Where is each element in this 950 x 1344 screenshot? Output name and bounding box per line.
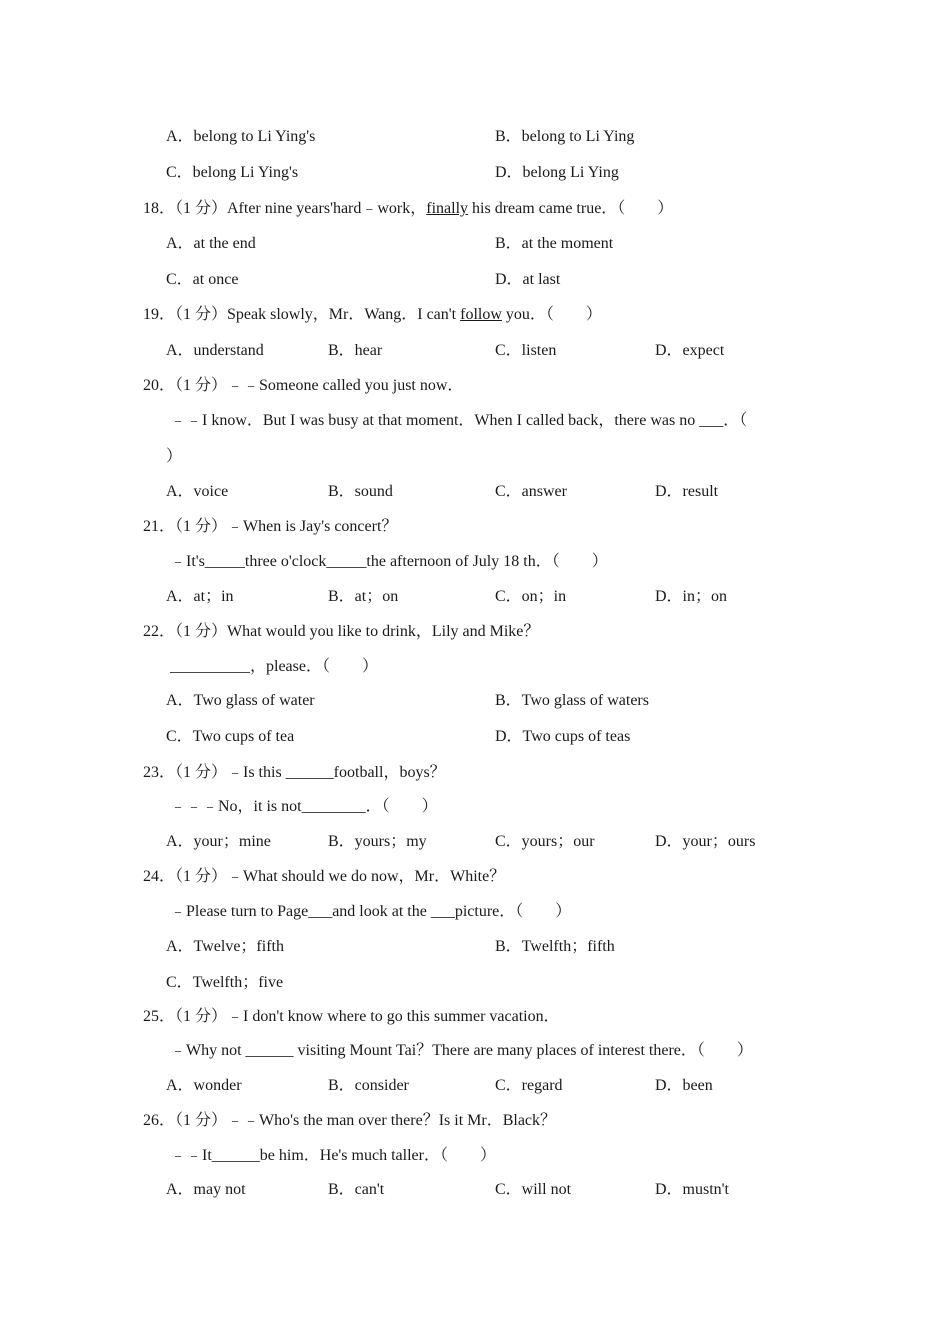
q21-option-b: B．at；on	[328, 588, 399, 605]
q26-option-c: C．will not	[495, 1181, 572, 1198]
q25-option-a: A．wonder	[166, 1077, 242, 1094]
q22-option-a: A．Two glass of water	[166, 692, 315, 709]
q26-option-d: D．mustn't	[655, 1181, 730, 1198]
q19-stem-suffix: you．（ ）	[501, 306, 602, 323]
q26-stem: 26．（1 分）﹣﹣Who's the man over there？Is it Mr．Black？	[143, 1112, 557, 1129]
q17-option-d: D．belong Li Ying	[495, 164, 619, 181]
q24-option-c: C．Twelfth；five	[166, 974, 284, 991]
q21-option-c: C．on；in	[495, 588, 567, 605]
q22-option-c: C．Two cups of tea	[166, 728, 295, 745]
q26-option-b: B．can't	[328, 1181, 385, 1198]
q24-option-a: A．Twelve；fifth	[166, 938, 284, 955]
q18-stem-suffix: his dream came true．（ ）	[468, 200, 674, 217]
q20-option-a: A．voice	[166, 483, 229, 500]
q18-stem-prefix: 18．（1 分）After nine years'hard﹣work，	[143, 200, 427, 217]
q26-dialogue-line: ﹣﹣It______be him．He's much taller．（ ）	[170, 1147, 496, 1164]
q20-option-c: C．answer	[495, 483, 567, 500]
q22-option-b: B．Two glass of waters	[495, 692, 649, 709]
q23-option-a: A．your；mine	[166, 833, 271, 850]
q19-option-a: A．understand	[166, 342, 264, 359]
q20-closing-bracket: ）	[166, 448, 183, 465]
q18-option-c: C．at once	[166, 271, 239, 288]
q24-option-b: B．Twelfth；fifth	[495, 938, 615, 955]
q17-option-a: A．belong to Li Ying's	[166, 128, 316, 145]
q21-dialogue-line: ﹣It's_____three o'clock_____the afternoon of July 18 th．（ ）	[170, 553, 608, 570]
q20-dialogue-line: ﹣﹣I know．But I was busy at that moment．When I called back，there was no ___．（	[170, 412, 748, 429]
q25-dialogue-line: ﹣Why not ______ visiting Mount Tai？There are many places of interest there．（ ）	[170, 1042, 753, 1059]
q18-underlined-word: finally	[426, 200, 469, 217]
q22-option-d: D．Two cups of teas	[495, 728, 631, 745]
q26-option-a: A．may not	[166, 1181, 246, 1198]
q23-stem: 23．（1 分）﹣Is this ______football，boys？	[143, 764, 446, 781]
q24-stem: 24．（1 分）﹣What should we do now，Mr．White？	[143, 868, 506, 885]
q20-option-d: D．result	[655, 483, 719, 500]
q19-underlined-word: follow	[460, 306, 502, 323]
q25-option-b: B．consider	[328, 1077, 409, 1094]
q23-option-c: C．yours；our	[495, 833, 595, 850]
q23-option-b: B．yours；my	[328, 833, 427, 850]
q25-option-c: C．regard	[495, 1077, 563, 1094]
q18-option-b: B．at the moment	[495, 235, 614, 252]
q22-stem: 22．（1 分）What would you like to drink，Lily and Mike？	[143, 623, 540, 640]
q18-stem	[143, 199, 673, 219]
q21-option-a: A．at；in	[166, 588, 234, 605]
q21-stem: 21．（1 分）﹣When is Jay's concert？	[143, 518, 398, 535]
q19-option-b: B．hear	[328, 342, 383, 359]
q18-option-d: D．at last	[495, 271, 561, 288]
q25-option-d: D．been	[655, 1077, 713, 1094]
q23-dialogue-line: ﹣﹣﹣No，it is not________．（ ）	[170, 798, 438, 815]
q24-dialogue-line: ﹣Please turn to Page___and look at the ___picture．（ ）	[170, 903, 572, 920]
q20-stem: 20．（1 分）﹣﹣Someone called you just now．	[143, 377, 464, 394]
q19-option-c: C．listen	[495, 342, 557, 359]
q19-stem	[143, 305, 602, 325]
q23-option-d: D．your；ours	[655, 833, 756, 850]
q19-stem-prefix: 19．（1 分）Speak slowly，Mr．Wang．I can't	[143, 306, 461, 323]
q17-option-c: C．belong Li Ying's	[166, 164, 299, 181]
q22-dialogue-line: __________，please．（ ）	[170, 658, 378, 675]
q19-option-d: D．expect	[655, 342, 725, 359]
q20-option-b: B．sound	[328, 483, 393, 500]
q17-option-b: B．belong to Li Ying	[495, 128, 635, 145]
q25-stem: 25．（1 分）﹣I don't know where to go this summer vacation．	[143, 1008, 560, 1025]
q21-option-d: D．in；on	[655, 588, 728, 605]
q18-option-a: A．at the end	[166, 235, 256, 252]
